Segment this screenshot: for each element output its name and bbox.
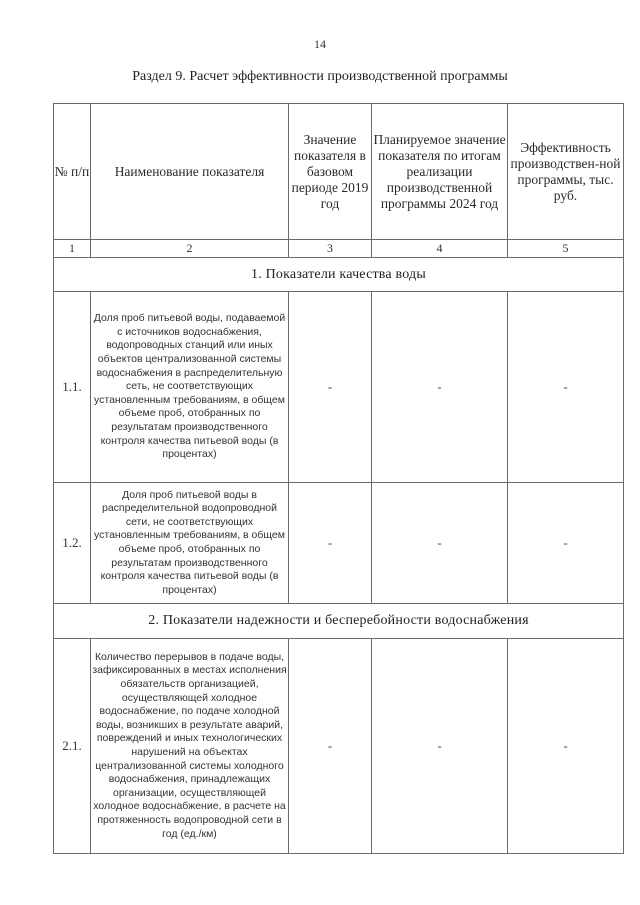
header-name: Наименование показателя xyxy=(91,104,289,240)
efficiency-value: - xyxy=(508,639,624,854)
base-value: - xyxy=(289,483,372,604)
row-number: 1.2. xyxy=(54,483,91,604)
column-number: 2 xyxy=(91,240,289,258)
header-base-value: Значение показателя в базовом периоде 2019 год xyxy=(289,104,372,240)
table-row xyxy=(54,292,624,483)
section-header-row xyxy=(54,258,624,292)
header-planned-value: Планируемое значение показателя по итогам реализации производственной программы 2024 год xyxy=(372,104,508,240)
row-number: 1.1. xyxy=(54,292,91,483)
row-number: 2.1. xyxy=(54,639,91,854)
section-title-reliability: 2. Показатели надежности и бесперебойности водоснабжения xyxy=(54,604,624,639)
planned-value: - xyxy=(372,292,508,483)
table-row xyxy=(54,483,624,604)
planned-value: - xyxy=(372,639,508,854)
page-number: 14 xyxy=(314,37,326,51)
base-value: - xyxy=(289,639,372,854)
section-title-water-quality: 1. Показатели качества воды xyxy=(54,258,624,292)
indicator-name: Доля проб питьевой воды в распределительной водопроводной сети, не соответствующих установленным требованиям, в общем объеме проб, отобранных по результатам производственного контроля качества питьевой воды (в процентах) xyxy=(91,483,289,604)
section-header-row xyxy=(54,604,624,639)
base-value: - xyxy=(289,292,372,483)
efficiency-table xyxy=(53,103,624,854)
column-number: 5 xyxy=(508,240,624,258)
indicator-name: Количество перерывов в подаче воды, зафиксированных в местах исполнения обязательств организацией, осуществляющей холодное водоснабжение, по подаче холодной воды, возникших в результате аварий, повреждений и иных технологических нарушений на объектах централизованной системы холодного водоснабжения, принадлежащих организации, осуществляющей холодное водоснабжение, в расчете на протяженность водопроводной сети в год (ед./км) xyxy=(91,639,289,854)
column-number: 3 xyxy=(289,240,372,258)
column-number: 4 xyxy=(372,240,508,258)
efficiency-value: - xyxy=(508,483,624,604)
table-row xyxy=(54,639,624,854)
header-num: № п/п xyxy=(54,104,91,240)
column-number: 1 xyxy=(54,240,91,258)
header-efficiency: Эффективность производствен-ной программы, тыс. руб. xyxy=(508,104,624,240)
table-header-row xyxy=(54,104,624,240)
planned-value: - xyxy=(372,483,508,604)
column-numbers-row xyxy=(54,240,624,258)
indicator-name: Доля проб питьевой воды, подаваемой с источников водоснабжения, водопроводных станций или иных объектов централизованной системы водоснабжения в распределительную сеть, не соответствующих установленным требованиям, в общем объеме проб, отобранных по результатам производственного контроля качества питьевой воды (в процентах) xyxy=(91,292,289,483)
section-title: Раздел 9. Расчет эффективности производственной программы xyxy=(132,69,508,84)
efficiency-value: - xyxy=(508,292,624,483)
